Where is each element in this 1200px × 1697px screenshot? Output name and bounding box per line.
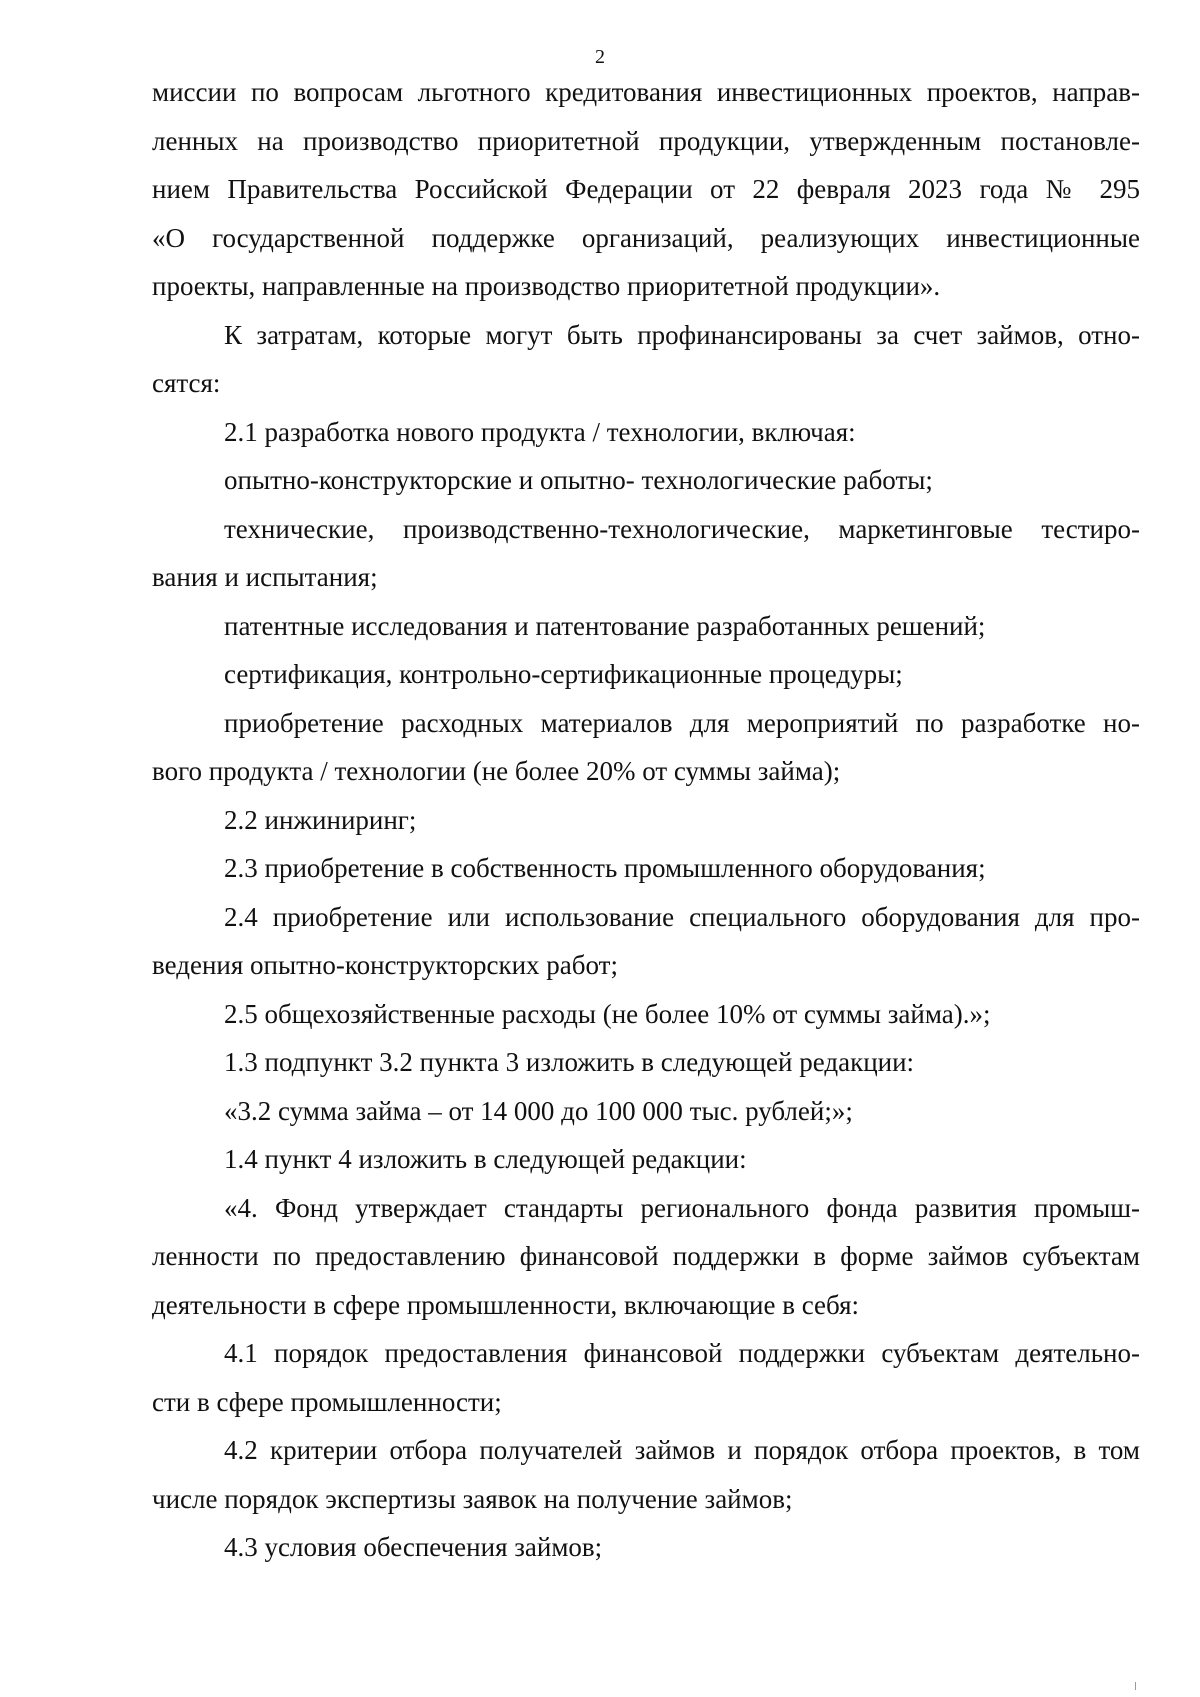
- text-line: 2.3 приобретение в собственность промышленного оборудования;: [224, 853, 986, 883]
- text-line: 2.4 приобретение или использование специального оборудования для про-: [224, 901, 1140, 932]
- text-line: ведения опытно-конструкторских работ;: [152, 950, 618, 980]
- scan-mark: [1135, 1682, 1136, 1690]
- text-line: 2.1 разработка нового продукта / технологии, включая:: [224, 416, 856, 447]
- text-line: сятся:: [152, 368, 221, 398]
- text-line: вания и испытания;: [152, 562, 378, 592]
- text-line: ленности по предоставлению финансовой поддержки в форме займов субъектам: [152, 1241, 1140, 1271]
- text-line: деятельности в сфере промышленности, включающие в себя:: [152, 1289, 860, 1320]
- text-line: проекты, направленные на производство приоритетной продукции».: [152, 271, 941, 301]
- text-line: нием Правительства Российской Федерации от 22 февраля 2023 года № 295: [152, 174, 1140, 204]
- text-line: сти в сфере промышленности;: [152, 1386, 502, 1417]
- text-line: 4.3 условия обеспечения займов;: [224, 1532, 603, 1562]
- text-line: сертификация, контрольно-сертификационные процедуры;: [224, 659, 903, 689]
- text-line: «4. Фонд утверждает стандарты регионального фонда развития промыш-: [224, 1192, 1140, 1223]
- document-body: [152, 68, 1140, 1572]
- text-line: технические, производственно-технологические, маркетинговые тестиро-: [224, 513, 1140, 544]
- text-line: вого продукта / технологии (не более 20% от суммы займа);: [152, 756, 841, 786]
- text-line: 4.1 порядок предоставления финансовой поддержки субъектам деятельно-: [224, 1338, 1140, 1368]
- text-line: «3.2 сумма займа – от 14 000 до 100 000 тыс. рублей;»;: [224, 1095, 853, 1126]
- page-number: 2: [595, 46, 605, 68]
- text-line: 2.2 инжиниринг;: [224, 804, 417, 835]
- text-line: миссии по вопросам льготного кредитования инвестиционных проектов, направ-: [152, 77, 1140, 107]
- text-line: ленных на производство приоритетной продукции, утвержденным постановле-: [152, 125, 1140, 156]
- text-line: «О государственной поддержке организаций, реализующих инвестиционные: [152, 222, 1140, 253]
- text-line: приобретение расходных материалов для мероприятий по разработке но-: [224, 707, 1140, 738]
- text-line: 1.4 пункт 4 изложить в следующей редакции:: [224, 1144, 747, 1174]
- text-line: опытно-конструкторские и опытно- технологические работы;: [224, 465, 933, 495]
- text-line: 2.5 общехозяйственные расходы (не более 10% от суммы займа).»;: [224, 998, 991, 1029]
- text-line: числе порядок экспертизы заявок на получение займов;: [152, 1483, 793, 1514]
- text-line: патентные исследования и патентование разработанных решений;: [224, 610, 986, 641]
- text-line: 1.3 подпункт 3.2 пункта 3 изложить в следующей редакции:: [224, 1047, 915, 1077]
- text-line: К затратам, которые могут быть профинансированы за счет займов, отно-: [224, 319, 1140, 350]
- text-line: 4.2 критерии отбора получателей займов и порядок отбора проектов, в том: [224, 1435, 1140, 1465]
